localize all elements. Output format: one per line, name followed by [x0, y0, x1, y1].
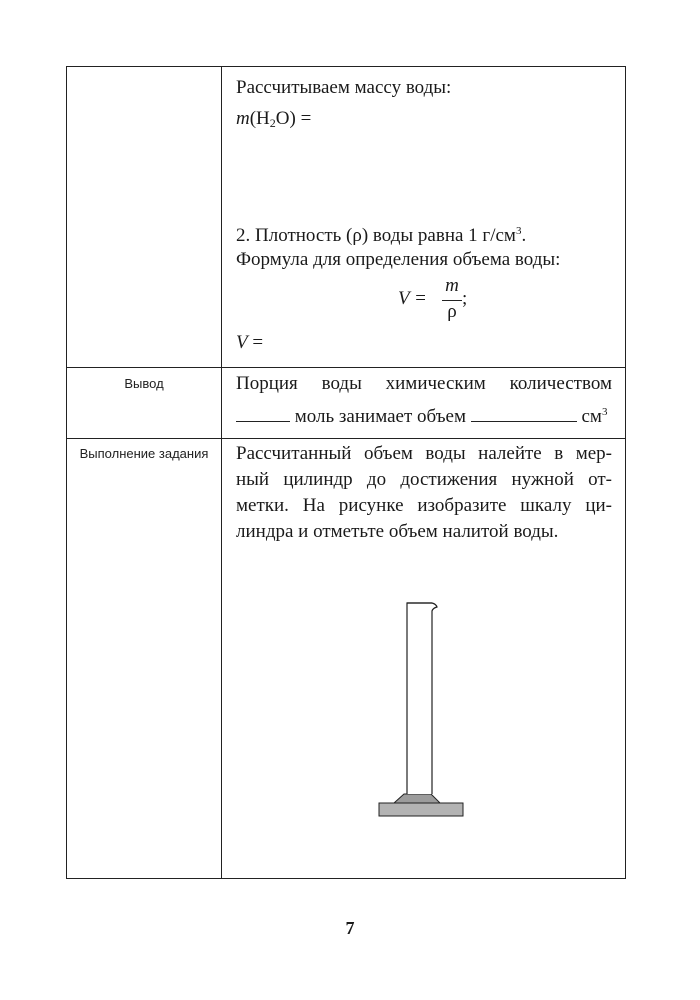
formula-numerator: m [445, 275, 459, 296]
instruction-line: Рассчитанный объем воды налейте в мер- [236, 443, 612, 464]
conclusion-label: Вывод [124, 376, 164, 391]
volume-answer-line: V = [236, 332, 264, 353]
conclusion-line-1: Порция воды химическим количеством [236, 373, 612, 394]
page-number: 7 [345, 918, 355, 938]
instruction-line: метки. На рисунке изобразите шкалу ци- [236, 495, 612, 516]
volume-blank[interactable] [471, 404, 577, 422]
cylinder-foot [394, 794, 440, 803]
conclusion-line-2: моль занимает объем $см^3$ [236, 404, 607, 429]
row-divider [67, 367, 625, 368]
formula-denominator: ρ [447, 301, 457, 322]
cylinder-tube [407, 603, 437, 794]
formula-intro: Формула для определения объема воды: [236, 249, 561, 270]
instruction-line: линдра и отметьте объем налитой воды. [236, 521, 559, 542]
instruction-line: ный цилиндр до достижения нужной от- [236, 469, 612, 490]
graduated-cylinder-icon[interactable] [370, 595, 470, 825]
worksheet-table: Рассчитываем массу воды: $m(H_2O)$ = 2. Плотность (ρ) воды равна 1 $г/см^3$. Формула для определения объема воды: V = m ρ ; V = Вывод Порция воды химическим количеством моль занимает объем $см^3$ Выполнение задания Рассчитанный объем воды налейте в мер- ный цилиндр до достижения нужной от- метки. На рисунке изобразите шкалу ци- линдра и отметьте объем налитой воды. [66, 66, 626, 879]
density-statement: 2. Плотность (ρ) воды равна 1 $г/см^3$. [236, 225, 527, 246]
mass-heading: Рассчитываем массу воды: [236, 77, 452, 98]
mass-formula: $m(H_2O)$ = [236, 108, 312, 130]
column-divider [221, 67, 222, 878]
task-instructions [236, 441, 612, 545]
task-label: Выполнение задания [79, 446, 209, 461]
row-divider [67, 438, 625, 439]
amount-blank[interactable] [236, 404, 290, 422]
cylinder-base [379, 803, 463, 816]
